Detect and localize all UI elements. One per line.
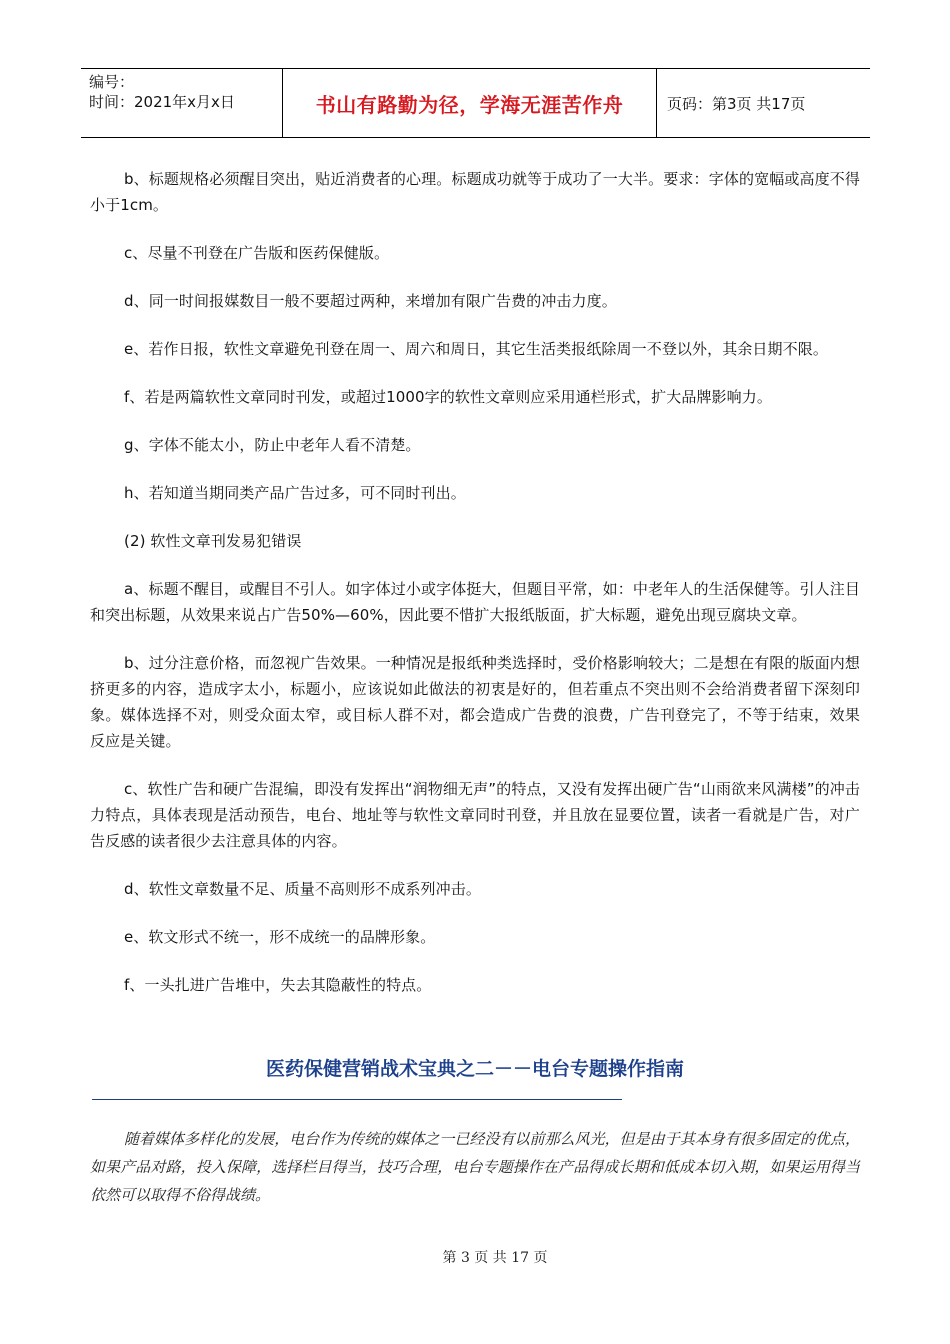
header-meta [81, 69, 283, 137]
section-intro: 随着媒体多样化的发展，电台作为传统的媒体之一已经没有以前那么风光，但是由于其本身有很多固定的优点，如果产品对路，投入保障，选择栏目得当，技巧合理，电台专题操作在产品得成长期和低成本切入期，如果运用得当依然可以取得不俗得战绩。 [90, 1130, 860, 1204]
paragraph-d: d、同一时间报媒数目一般不要超过两种，来增加有限广告费的冲击力度。 [124, 292, 617, 310]
section-title: 医药保健营销战术宝典之二－－电台专题操作指南 [265, 1058, 684, 1080]
section-divider [92, 1099, 622, 1100]
error-paragraph-a: a、标题不醒目，或醒目不引人。如字体过小或字体挺大，但题目平常，如：中老年人的生活保健等。引人注目和突出标题，从效果来说占广告50%—60%，因此要不惜扩大报纸版面，扩大标题，避免出现豆腐块文章。 [90, 580, 860, 624]
paragraph-c: c、尽量不刊登在广告版和医药保健版。 [124, 244, 390, 262]
subheading-common-errors: (2) 软性文章刊发易犯错误 [124, 532, 302, 550]
error-paragraph-c: c、软性广告和硬广告混编，即没有发挥出“润物细无声”的特点，又没有发挥出硬广告“山雨欲来风满楼”的冲击力特点，具体表现是活动预告，电台、地址等与软性文章同时刊登，并且放在显要位置，读者一看就是广告，对广告反感的读者很少去注意具体的内容。 [90, 780, 860, 850]
error-paragraph-f: f、一头扎进广告堆中，失去其隐蔽性的特点。 [124, 976, 432, 994]
error-paragraph-d: d、软性文章数量不足、质量不高则形不成系列冲击。 [124, 880, 481, 898]
paragraph-h: h、若知道当期同类产品广告过多，可不同时刊出。 [124, 484, 466, 502]
document-date: 时间：2021年x月x日 [89, 93, 235, 111]
page-header [81, 68, 870, 138]
footer-page-number: 第 3 页 共 17 页 [442, 1250, 548, 1266]
page-footer [0, 1247, 950, 1267]
body-content [90, 166, 860, 1020]
paragraph-g: g、字体不能太小，防止中老年人看不清楚。 [124, 436, 421, 454]
header-page-info: 页码：第3页 共17页 [667, 94, 806, 113]
error-paragraph-e: e、软文形式不统一，形不成统一的品牌形象。 [124, 928, 436, 946]
paragraph-f: f、若是两篇软性文章同时刊发，或超过1000字的软性文章则应采用通栏形式，扩大品牌影响力。 [124, 388, 772, 406]
header-motto: 书山有路勤为径，学海无涯苦作舟 [315, 92, 624, 117]
document-number-label: 编号： [89, 73, 135, 91]
paragraph-e: e、若作日报，软性文章避免刊登在周一、周六和周日，其它生活类报纸除周一不登以外，其余日期不限。 [124, 340, 828, 358]
error-paragraph-b: b、过分注意价格，而忽视广告效果。一种情况是报纸种类选择时，受价格影响较大；二是想在有限的版面内想挤更多的内容，造成字太小，标题小，应该说如此做法的初衷是好的，但若重点不突出则不会给消费者留下深刻印象。媒体选择不对，则受众面太窄，或目标人群不对，都会造成广告费的浪费，广告刊登完了，不等于结束，效果反应是关键。 [90, 654, 860, 750]
paragraph-b: b、标题规格必须醒目突出，贴近消费者的心理。标题成功就等于成功了一大半。要求：字体的宽幅或高度不得小于1cm。 [90, 170, 860, 214]
header-motto-cell [283, 69, 657, 137]
